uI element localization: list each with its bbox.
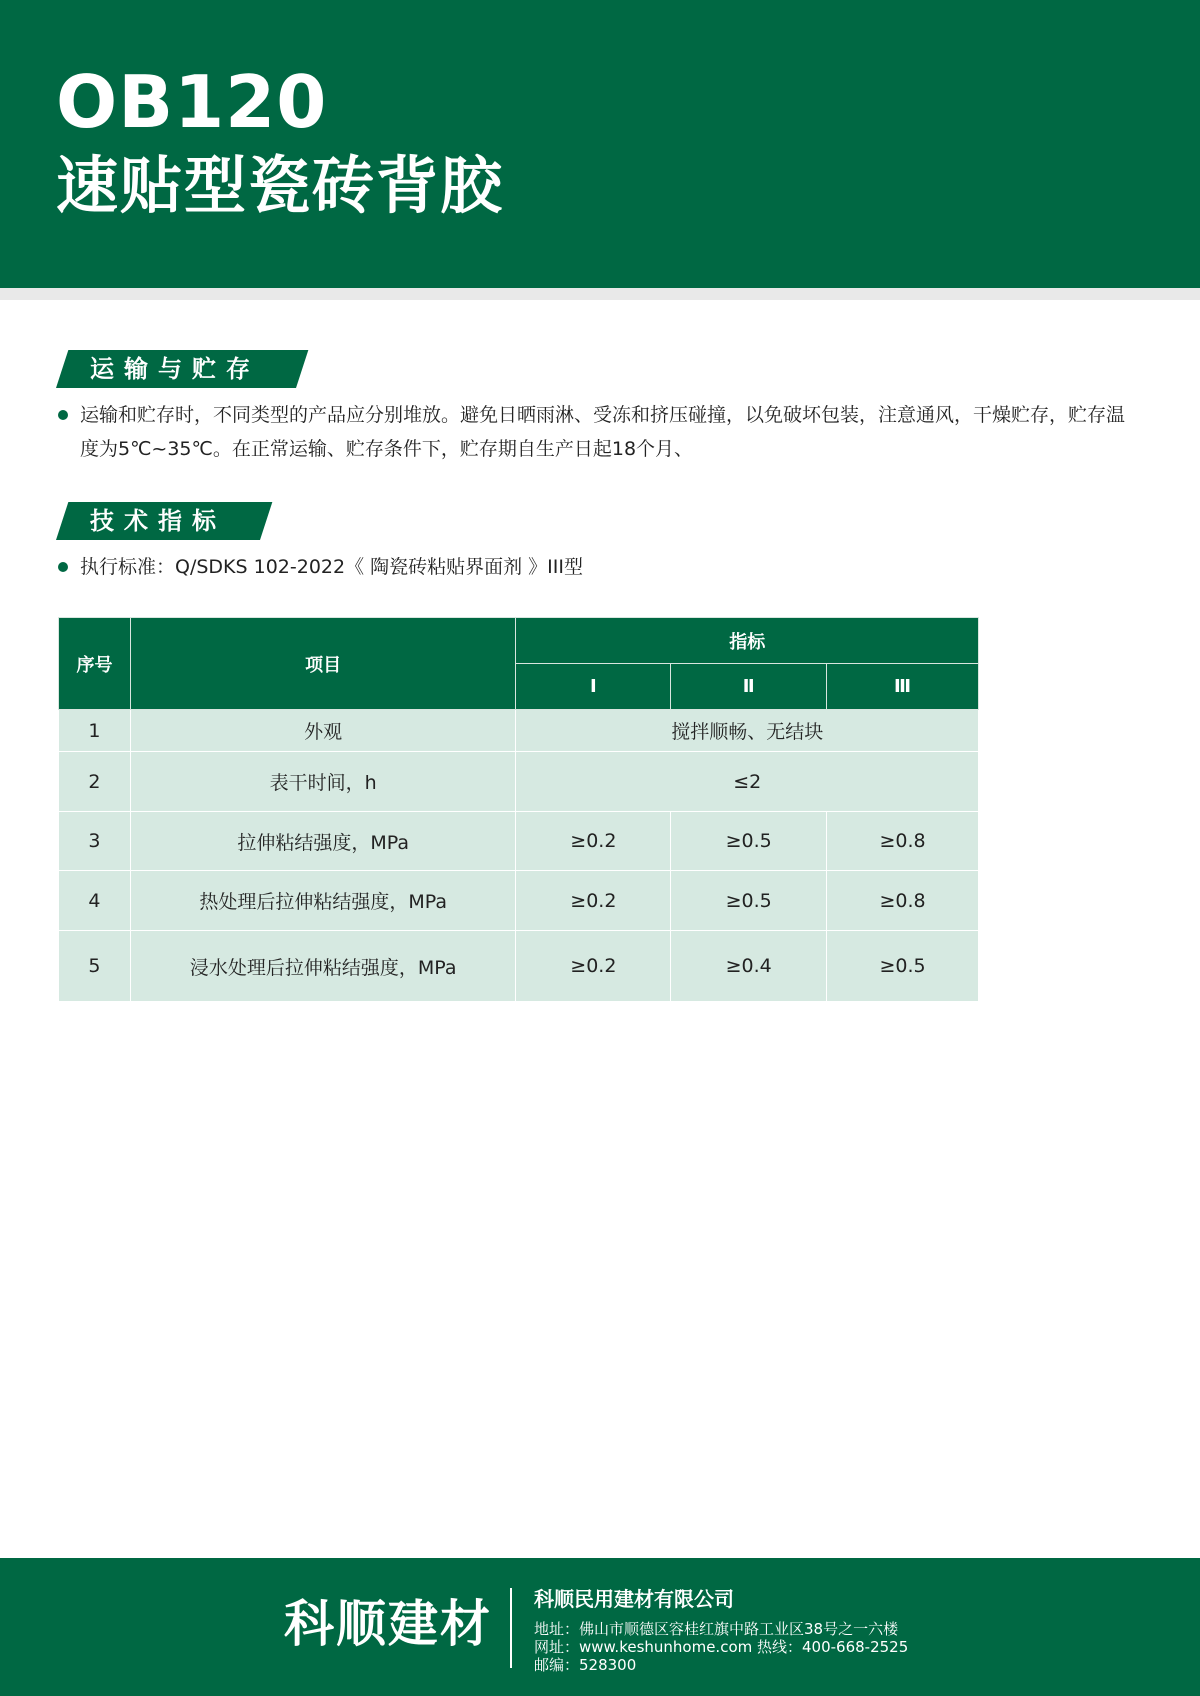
row-item: 拉伸粘结强度，MPa bbox=[130, 812, 516, 871]
row-no: 1 bbox=[59, 710, 131, 752]
footer-company: 科顺民用建材有限公司 bbox=[534, 1587, 734, 1611]
row-no: 2 bbox=[59, 752, 131, 812]
row-value-3: ≥0.8 bbox=[827, 871, 979, 931]
bullet-dot bbox=[58, 410, 68, 420]
row-no: 5 bbox=[59, 931, 131, 1002]
row-value-2: ≥0.4 bbox=[671, 931, 827, 1002]
row-value: 搅拌顺畅、无结块 bbox=[516, 710, 979, 752]
header-stripe bbox=[0, 288, 1200, 300]
header-grade-3: Ⅲ bbox=[827, 664, 979, 710]
row-value-3: ≥0.5 bbox=[827, 931, 979, 1002]
row-value-2: ≥0.5 bbox=[671, 812, 827, 871]
footer-address: 地址：佛山市顺德区容桂红旗中路工业区38号之一六楼 bbox=[534, 1620, 899, 1638]
row-no: 4 bbox=[59, 871, 131, 931]
table-row bbox=[59, 710, 979, 752]
row-value-1: ≥0.2 bbox=[516, 812, 671, 871]
row-item: 浸水处理后拉伸粘结强度，MPa bbox=[130, 931, 516, 1002]
standard-line: 执行标准：Q/SDKS 102-2022《 陶瓷砖粘贴界面剂 》III型 bbox=[80, 556, 583, 578]
header-banner bbox=[0, 0, 1200, 288]
footer-brand: 科顺建材 bbox=[284, 1595, 492, 1653]
row-value-2: ≥0.5 bbox=[671, 871, 827, 931]
table-row bbox=[59, 871, 979, 931]
row-no: 3 bbox=[59, 812, 131, 871]
storage-section-tag: 运输与贮存 bbox=[56, 350, 296, 388]
row-item: 外观 bbox=[130, 710, 516, 752]
row-value-3: ≥0.8 bbox=[827, 812, 979, 871]
header-grade-2: Ⅱ bbox=[671, 664, 827, 710]
footer-web: 网址：www.keshunhome.com 热线：400-668-2525 bbox=[534, 1638, 909, 1656]
spec-table bbox=[58, 617, 979, 1002]
row-value: ≤2 bbox=[516, 752, 979, 812]
header-item: 项目 bbox=[130, 618, 516, 710]
product-name: 速贴型瓷砖背胶 bbox=[56, 149, 505, 222]
footer bbox=[0, 1558, 1200, 1696]
header-grade-1: Ⅰ bbox=[516, 664, 671, 710]
footer-post: 邮编：528300 bbox=[534, 1656, 637, 1674]
row-item: 热处理后拉伸粘结强度，MPa bbox=[130, 871, 516, 931]
tech-section-tag: 技术指标 bbox=[56, 502, 260, 540]
footer-divider bbox=[510, 1588, 512, 1668]
table-row bbox=[59, 931, 979, 1002]
storage-paragraph: 运输和贮存时，不同类型的产品应分别堆放。避免日晒雨淋、受冻和挤压碰撞，以免破坏包装，注意通风，干燥贮存，贮存温度为5℃~35℃。在正常运输、贮存条件下，贮存期自生产日起18个月、 bbox=[80, 404, 1126, 460]
row-item: 表干时间，h bbox=[130, 752, 516, 812]
table-row bbox=[59, 812, 979, 871]
table-row bbox=[59, 752, 979, 812]
header-index: 指标 bbox=[516, 618, 979, 664]
product-code: OB120 bbox=[56, 60, 328, 144]
header-no: 序号 bbox=[59, 618, 131, 710]
storage-text bbox=[58, 398, 1138, 466]
standard-text bbox=[58, 550, 1138, 584]
bullet-dot bbox=[58, 562, 68, 572]
row-value-1: ≥0.2 bbox=[516, 871, 671, 931]
row-value-1: ≥0.2 bbox=[516, 931, 671, 1002]
